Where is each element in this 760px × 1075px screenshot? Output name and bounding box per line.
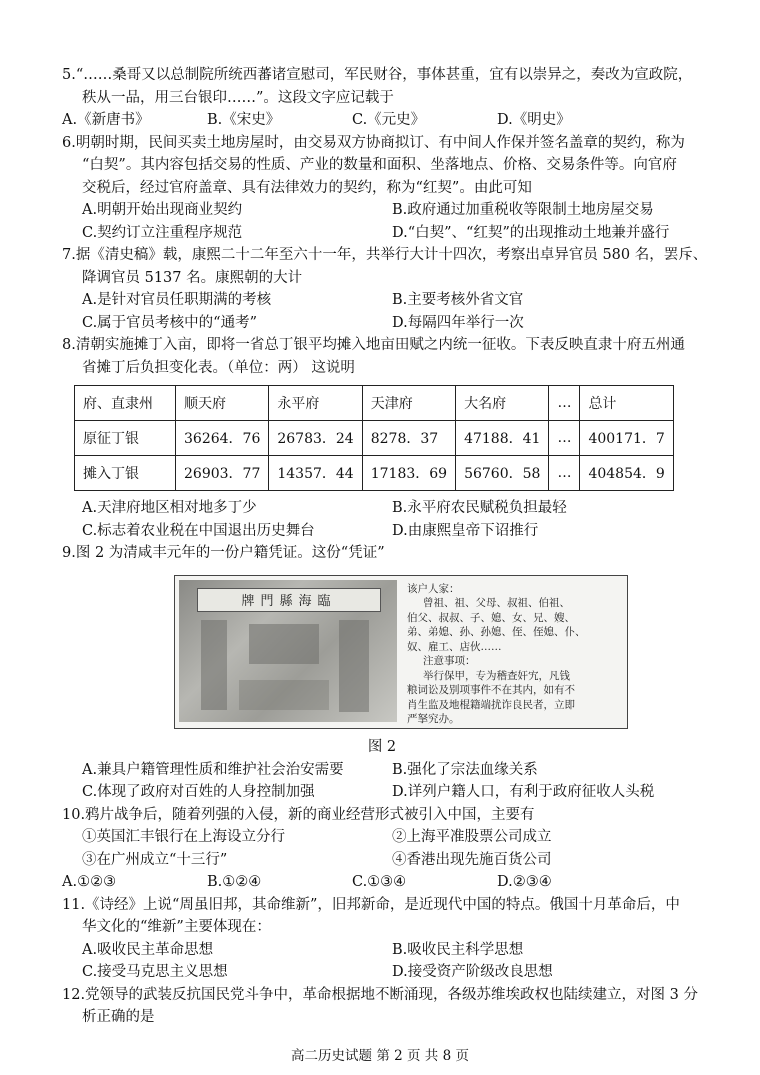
option-d: D.详列户籍人口，有利于政府征收人头税 [392, 784, 655, 800]
table-cell: 47188．41 [456, 421, 549, 456]
photo-shade [339, 620, 369, 712]
item-4: ④香港出现先施百货公司 [392, 851, 552, 868]
exam-page [62, 64, 708, 1029]
photo-shade [249, 624, 319, 664]
question-10 [62, 804, 702, 894]
question-stem: 交税后，经过官府盖章、具有法律效力的契约，称为“红契”。由此可知 [82, 179, 532, 196]
question-stem: 11.《诗经》上说“周虽旧邦，其命维新”，旧邦新命，是近现代中国的特点。俄国十月革命后，中 [62, 896, 680, 913]
option-a: A.①②③ [62, 874, 117, 890]
table-cell: 36264．76 [176, 421, 269, 456]
table-cell: 56760．58 [456, 456, 549, 491]
table-cell: 26783．24 [269, 421, 362, 456]
option-c: C.属于官员考核中的“通考” [82, 314, 258, 331]
question-stem: 华文化的“维新”主要体现在： [82, 919, 271, 935]
question-stem: 秩从一品，用三台银印……”。这段文字应记载于 [82, 89, 394, 106]
transcription-line: 该户人家： [407, 582, 460, 595]
table-cell: 8278．37 [362, 421, 455, 456]
option-d: D.《明史》 [497, 112, 571, 128]
photo-shade [239, 680, 329, 710]
question-stem: 9.图 2 为清咸丰元年的一份户籍凭证。这份“凭证” [62, 545, 385, 561]
question-7 [62, 244, 708, 334]
certificate-photo [179, 580, 397, 722]
table-cell: … [549, 456, 580, 491]
options-row [62, 759, 702, 782]
option-b: B.主要考核外省文官 [392, 292, 524, 308]
items-row [62, 826, 702, 849]
table-cell: 摊入丁银 [75, 456, 176, 491]
question-5 [62, 64, 702, 132]
transcription-line: 肖生监及地棍籍端扰诈良民者，立即 [407, 698, 575, 711]
transcription-line: 奴、雇工、店伙…… [407, 640, 502, 653]
question-stem: 8.清朝实施摊丁入亩，即将一省总丁银平均摊入地亩田赋之内统一征收。下表反映直隶十府五州通 [62, 337, 685, 353]
option-c: C.标志着农业税在中国退出历史舞台 [82, 522, 315, 539]
table-cell: 404854．9 [580, 456, 673, 491]
item-1: ①英国汇丰银行在上海设立分行 [82, 829, 285, 845]
transcription-line: 伯父、叔叔、子、媳、女、兄、嫂、 [407, 611, 575, 624]
option-b: B.政府通过加重税收等限制土地房屋交易 [392, 202, 654, 218]
table-cell: 26903．77 [176, 456, 269, 491]
options-row [62, 497, 702, 520]
question-stem: 省摊丁后负担变化表。（单位：两） 这说明 [82, 359, 355, 376]
option-a: A.兼具户籍管理性质和维护社会治安需要 [82, 761, 344, 778]
certificate-transcription [407, 582, 623, 727]
options-row [62, 222, 702, 245]
transcription-line: 弟、弟媳、孙、孙媳、侄、侄媳、仆、 [407, 626, 586, 638]
options-row [62, 289, 702, 312]
options-row [62, 871, 702, 894]
options-row [62, 109, 702, 132]
table-header-row [75, 386, 674, 421]
table-header-cell: … [549, 386, 580, 421]
option-a: A.天津府地区相对地多丁少 [82, 500, 257, 516]
question-12 [62, 984, 702, 1029]
options-row [62, 199, 702, 222]
table-row [75, 421, 674, 456]
options-row [62, 520, 702, 543]
certificate-sign: 牌門縣海臨 [197, 588, 381, 612]
option-b: B.永平府农民赋税负担最轻 [392, 500, 567, 516]
tax-table [74, 385, 674, 491]
options-row [62, 961, 702, 984]
option-b: B.强化了宗法血缘关系 [392, 761, 538, 778]
option-c: C.①③④ [352, 874, 407, 890]
option-d: D.每隔四年举行一次 [392, 314, 524, 331]
question-stem: 7.据《清史稿》载，康熙二十二年至六十一年，共举行大计十四次，考察出卓异官员 580 名，罢斥、 [62, 247, 708, 263]
option-c: C.接受马克思主义思想 [82, 964, 228, 980]
option-b: B.①②④ [207, 874, 262, 890]
table-cell: … [549, 421, 580, 456]
question-11 [62, 894, 702, 984]
household-certificate-figure [174, 575, 628, 729]
option-d: D.由康熙皇帝下诏推行 [392, 522, 539, 539]
option-d: D.接受资产阶级改良思想 [392, 964, 553, 980]
question-9 [62, 542, 702, 804]
figure-label: 图 2 [367, 738, 397, 755]
transcription-line: 曾祖、祖、父母、叔祖、伯祖、 [423, 597, 570, 609]
question-stem: 析正确的是 [82, 1009, 155, 1025]
transcription-line: 注意事项： [423, 655, 476, 667]
transcription-line: 粮词讼及别项事件不在其内，如有不 [407, 684, 575, 696]
table-header-cell: 府、直隶州 [75, 386, 176, 421]
table-row [75, 456, 674, 491]
table-cell: 400171．7 [580, 421, 673, 456]
transcription-line: 举行保甲，专为稽查奸宄，凡钱 [423, 669, 570, 682]
question-stem: 12.党领导的武装反抗国民党斗争中，革命根据地不断涌现，各级苏维埃政权也陆续建立，对图 3 分 [62, 986, 698, 1003]
question-stem: 10.鸦片战争后，随着列强的入侵，新的商业经营形式被引入中国，主要有 [62, 806, 535, 823]
item-3: ③在广州成立“十三行” [82, 851, 228, 868]
question-stem: “白契”。其内容包括交易的性质、产业的数量和面积、坐落地点、价格、交易条件等。向官府 [82, 157, 677, 173]
option-c: C.契约订立注重程序规范 [82, 224, 243, 241]
table-header-cell: 天津府 [362, 386, 455, 421]
options-row [62, 312, 702, 335]
option-a: A.《新唐书》 [62, 112, 150, 128]
page-footer: 高二历史试题 第 2 页 共 8 页 [291, 1048, 469, 1064]
table-header-cell: 顺天府 [176, 386, 269, 421]
option-d: D.②③④ [497, 874, 552, 890]
table-cell: 14357．44 [269, 456, 362, 491]
photo-shade [201, 620, 227, 710]
items-row [62, 849, 702, 872]
table-header-cell: 总计 [580, 386, 673, 421]
option-d: D.“白契”、“红契”的出现推动土地兼并盛行 [392, 224, 670, 241]
table-header-cell: 永平府 [269, 386, 362, 421]
question-stem: 5.“……桑哥又以总制院所统西蕃诸宣慰司，军民财谷，事体甚重，宜有以崇异之，奏改为宣政院， [62, 67, 693, 83]
table-cell: 17183．69 [362, 456, 455, 491]
option-a: A.明朝开始出现商业契约 [82, 202, 243, 218]
table-header-cell: 大名府 [456, 386, 549, 421]
question-stem: 降调官员 5137 名。康熙朝的大计 [82, 269, 303, 286]
option-a: A.吸收民主革命思想 [82, 941, 214, 958]
option-c: C.《元史》 [352, 112, 426, 128]
option-b: B.《宋史》 [207, 112, 281, 128]
option-c: C.体现了政府对百姓的人身控制加强 [82, 784, 315, 800]
question-6 [62, 132, 702, 245]
options-row [62, 781, 702, 804]
question-8 [62, 334, 702, 542]
transcription-line: 严拏究办。 [407, 713, 460, 725]
table-cell: 原征丁银 [75, 421, 176, 456]
item-2: ②上海平准股票公司成立 [392, 829, 552, 845]
option-a: A.是针对官员任职期满的考核 [82, 292, 272, 308]
option-b: B.吸收民主科学思想 [392, 941, 524, 958]
question-stem: 6.明朝时期，民间买卖土地房屋时，由交易双方协商拟订、有中间人作保并签名盖章的契约，称为 [62, 134, 685, 151]
options-row [62, 939, 702, 962]
